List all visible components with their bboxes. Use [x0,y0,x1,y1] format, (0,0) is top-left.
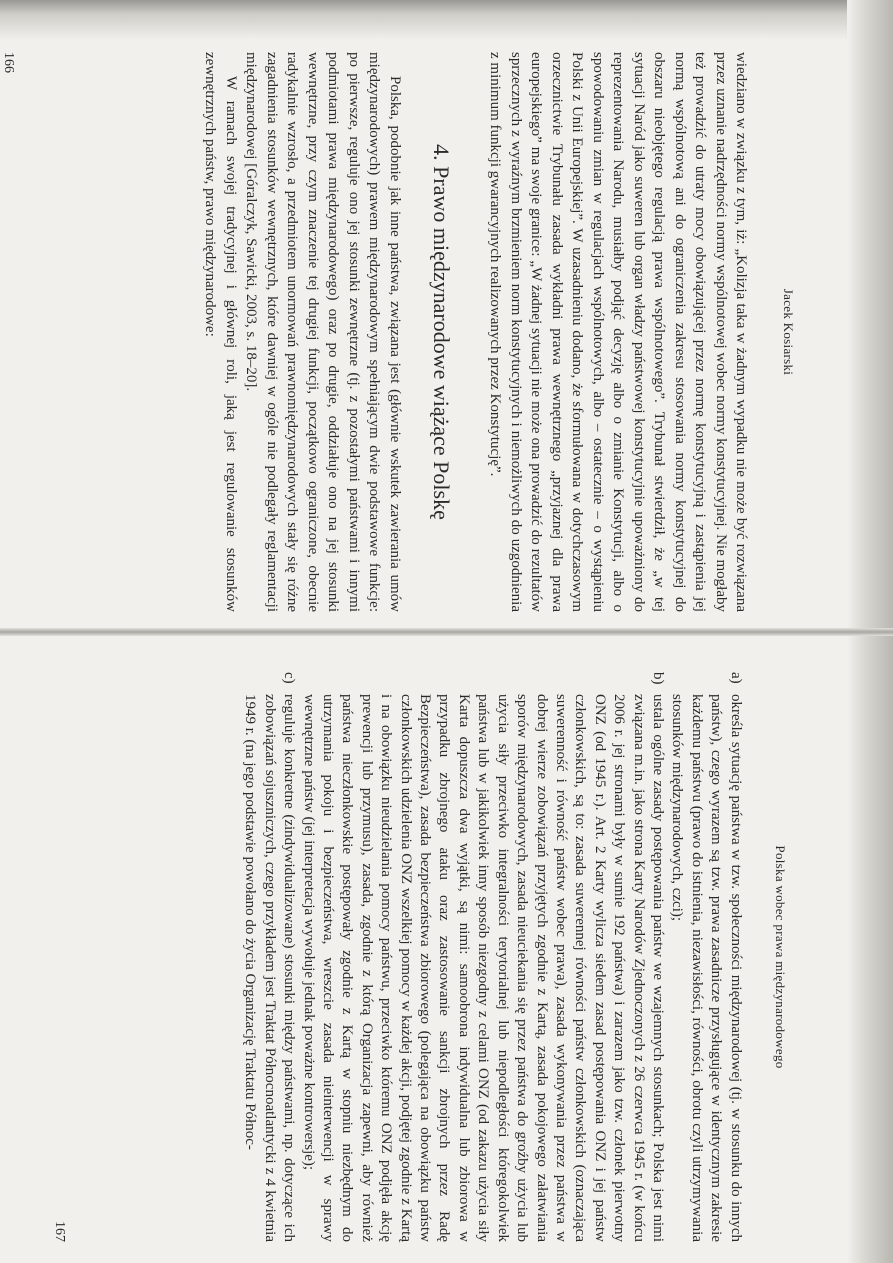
body-paragraph: wiedziano w związku z tym, iż: „Kolizja taka w żadnym wypadku nie może być rozwiązana przez uznanie nadrzędności normy wspólnotowej wobec normy konstytucyjnej. Nie mogłaby też prowadzić do utraty mocy obowiązującej przez normę konstytucyjną i zastąpienia jej normą wspólnotową ani do ograniczenia zakresu stosowania normy konstytucyjnej do obszaru nieobjętego regulacją prawa wspólnotowego”. Trybunał stwierdził, że „w tej sytuacji Naród jako suweren lub organ władzy państwowej konstytucyjnie upoważniony do reprezentowania Narodu, musiałby podjąć decyzję albo o zmianie Konstytucji, albo o spowodowaniu zmian w regulacjach wspólnotowych, albo – ostatecznie – o wystąpieniu Polski z Unii Europejskiej”. W uzasadnieniu dodano, że sformułowana w dotychczasowym orzecznictwie Trybunału zasada wykładni prawa wewnętrznego „przyjaznej dla prawa europejskiego” ma swoje granice: „W żadnej sytuacji nie może ona prowadzić do rezultatów sprzecznych z wyraźnym brzmieniem norm konstytucyjnych i niemożliwych do uzgodnienia z minimum funkcji gwarancyjnych realizowanych przez Konstytucję”. [487,52,750,612]
list-item-text: określa sytuację państwa w tzw. społeczności międzynarodowej (tj. w stosunku do innych państw), czego wyrazem są tzw. prawa zasadnicze przysługujące w identycznym zakresie każdemu państwu (prawo do istnienia, niezawisłości, równości, obrotu czyli utrzymywania stosunków międzynarodowych, czci); [669,694,744,1242]
section-heading: 4. Prawo międzynarodowe wiążące Polskę [429,144,454,520]
list-marker: b) [649,672,666,685]
page-number: 166 [1,52,17,73]
list-marker: c) [281,672,298,684]
list-marker: a) [727,672,744,684]
list-item-text: ustala ogólne zasady postępowania państw we wzajemnych stosunkach; Polska jest nimi związana m.in. jako strona Karty Narodów Zjednoczonych z 26 czerwca 1945 r. (w końcu 2006 r. jej stronami były w sumie 192 państwa) i zarazem jako tzw. członek pierwotny ONZ (od 1945 r.). Art. 2 Karty wylicza siedem zasad postępowania ONZ i jej państw członkowskich, są to: zasada suwerennej równości państw członkowskich (oznaczająca suwerenność i równość państw wobec prawa), zasada wykonywania przez państwa w dobrej wierze zobowiązań przyjętych zgodnie z Kartą, zasada pokojowego załatwiania sporów międzynarodowych, zasada nieuciekania się przez państwa do groźby użycia lub użycia siły przeciwko integralności terytorialnej lub niepodległości któregokolwiek państwa lub w jakikolwiek inny sposób niezgodny z celami ONZ (od zakazu użycia siły Karta dopuszcza dwa wyjątki, są nimi: samoobrona indywidualna lub zbiorowa w przypadku zbrojnego ataku oraz zastosowanie sankcji zbrojnych przez Radę Bezpieczeństwa), zasada bezpieczeństwa zbiorowego (polegająca na obowiązku państw członkowskich udzielenia ONZ wszelkiej pomocy w każdej akcji, podjętej zgodnie z Kartą i na obowiązku nieudzielania pomocy państwu, przeciwko któremu ONZ podjęła akcję prewencji lub przymusu), zasada, zgodnie z którą Organizacja zapewni, aby również państwa nieczłonkowskie postępowały zgodnie z Kartą w stopniu niezbędnym do utrzymania pokoju i bezpieczeństwa, wreszcie zasada nieinterwencji w sprawy wewnętrzne państw (jej interpretacja wywołuje jednak poważne kontrowersje); [300,694,666,1242]
page-167 [50,672,790,1242]
book-spine-gutter [0,628,893,636]
body-paragraph: Polska, podobnie jak inne państwa, związana jest (głównie wskutek zawierania umów międzynarodowych) prawem międzynarodowym spełniającym dwie podstawowe funkcje: po pierwsze, reguluje ono jej stosunki zewnętrzne (tj. z pozostałymi państwami i innymi podmiotami prawa międzynarodowego) oraz po drugie, oddziałuje ono na jej stosunki wewnętrzne, przy czym znaczenie tej drugiej funkcji, początkowo ograniczone, obecnie radykalnie wzrosło, a przedmiotem unormowań prawnomiędzynarodowych stały się różne zagadnienia stosunków wewnętrznych, które dawniej w ogóle nie podlegały reglamentacji międzynarodowej [Góralczyk, Sawicki, 2003, s. 18–20]. [243,52,403,612]
running-head-author: Jacek Kosiarski [781,288,796,376]
list-item-text: reguluje konkretne (zindywidualizowane) stosunki między państwami, np. dotyczące ich zobowiązań sojuszniczych, czego przykładem jest Traktat Północnoatlantycki z 4 kwietnia 1949 r. (na jego podstawie powołano do życia Organizację Traktatu Północ- [242,694,298,1242]
list-item [667,672,745,1242]
scan-shadow-top [0,0,893,40]
page-166 [0,52,798,612]
list-item [298,672,667,1242]
body-paragraph: W ramach swojej tradycyjnej i głównej roli, jaką jest regulowanie stosunków zewnętrznych państw, prawo międzynarodowe: [202,52,239,612]
list-item [240,672,298,1242]
running-head-title: Polska wobec prawa międzynarodowego [773,845,788,1069]
page-number: 167 [52,1221,68,1242]
